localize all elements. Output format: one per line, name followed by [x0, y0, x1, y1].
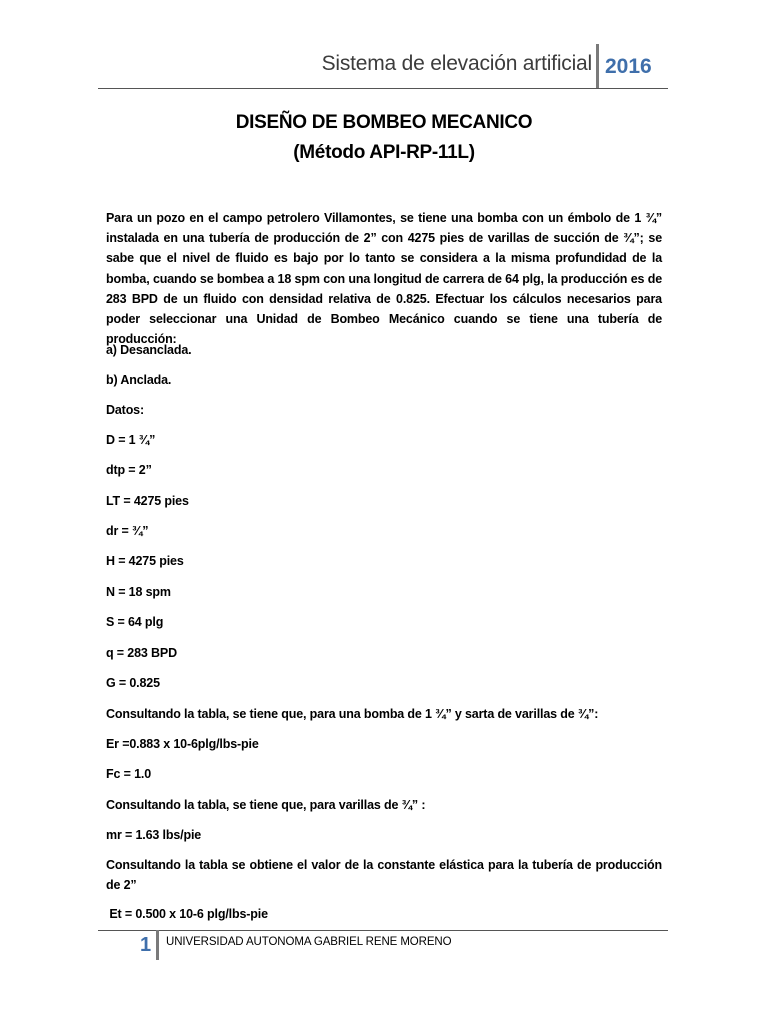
- intro-paragraph: Para un pozo en el campo petrolero Villamontes, se tiene una bomba con un émbolo de 1 ¾” instalada en una tubería de producción de 2” con 4275 pies de varillas de succión de ¾”; se sabe que el nivel de fluido es bajo por lo tanto se considera a la misma profundidad de la bomba, cuando se bombea a 18 spm con una longitud de carrera de 64 plg, la producción es de 283 BPD de un fluido con densidad relativa de 0.825. Efectuar los cálculos necesarios para poder seleccionar una Unidad de Bombeo Mecánico cuando se tiene una tubería de producción:: [106, 211, 662, 347]
- header-title: Sistema de elevación artificial: [321, 52, 592, 75]
- footer-organization: UNIVERSIDAD AUTONOMA GABRIEL RENE MORENO: [166, 936, 452, 948]
- document-subtitle: (Método API-RP-11L): [293, 142, 475, 163]
- dato-item: D = 1 ¾”: [106, 433, 156, 447]
- page-number: 1: [140, 934, 152, 956]
- dato-item: H = 4275 pies: [106, 554, 184, 568]
- header-divider: [596, 44, 599, 88]
- dato-item: q = 283 BPD: [106, 646, 177, 660]
- dato-item: dtp = 2”: [106, 463, 152, 477]
- mr-value: mr = 1.63 lbs/pie: [106, 828, 202, 842]
- document-title: DISEÑO DE BOMBEO MECANICO: [235, 112, 533, 133]
- option-b: b) Anclada.: [106, 373, 172, 387]
- dato-item: N = 18 spm: [106, 585, 171, 599]
- intro-block: [106, 208, 662, 349]
- consult-text: Consultando la tabla, se tiene que, para una bomba de 1 ¾” y sarta de varillas de ¾”:: [106, 707, 599, 721]
- option-a: a) Desanclada.: [106, 343, 192, 357]
- footer-divider: [156, 930, 159, 960]
- consult-text: Consultando la tabla se obtiene el valor de la constante elástica para la tubería de producción de 2”: [106, 858, 662, 893]
- footer-rule: [98, 930, 668, 931]
- et-value: Et = 0.500 x 10-6 plg/lbs-pie: [106, 907, 268, 921]
- dato-item: LT = 4275 pies: [106, 494, 189, 508]
- dato-item: S = 64 plg: [106, 615, 164, 629]
- datos-label: Datos:: [106, 403, 144, 417]
- header-rule: [98, 88, 668, 89]
- fc-value: Fc = 1.0: [106, 767, 152, 781]
- er-value: Er =0.883 x 10-6plg/lbs-pie: [106, 737, 259, 751]
- header-year: 2016: [605, 55, 652, 78]
- consult3-block: [106, 855, 662, 895]
- dato-item: G = 0.825: [106, 676, 160, 690]
- consult-text: Consultando la tabla, se tiene que, para varillas de ¾” :: [106, 798, 426, 812]
- dato-item: dr = ¾”: [106, 524, 149, 538]
